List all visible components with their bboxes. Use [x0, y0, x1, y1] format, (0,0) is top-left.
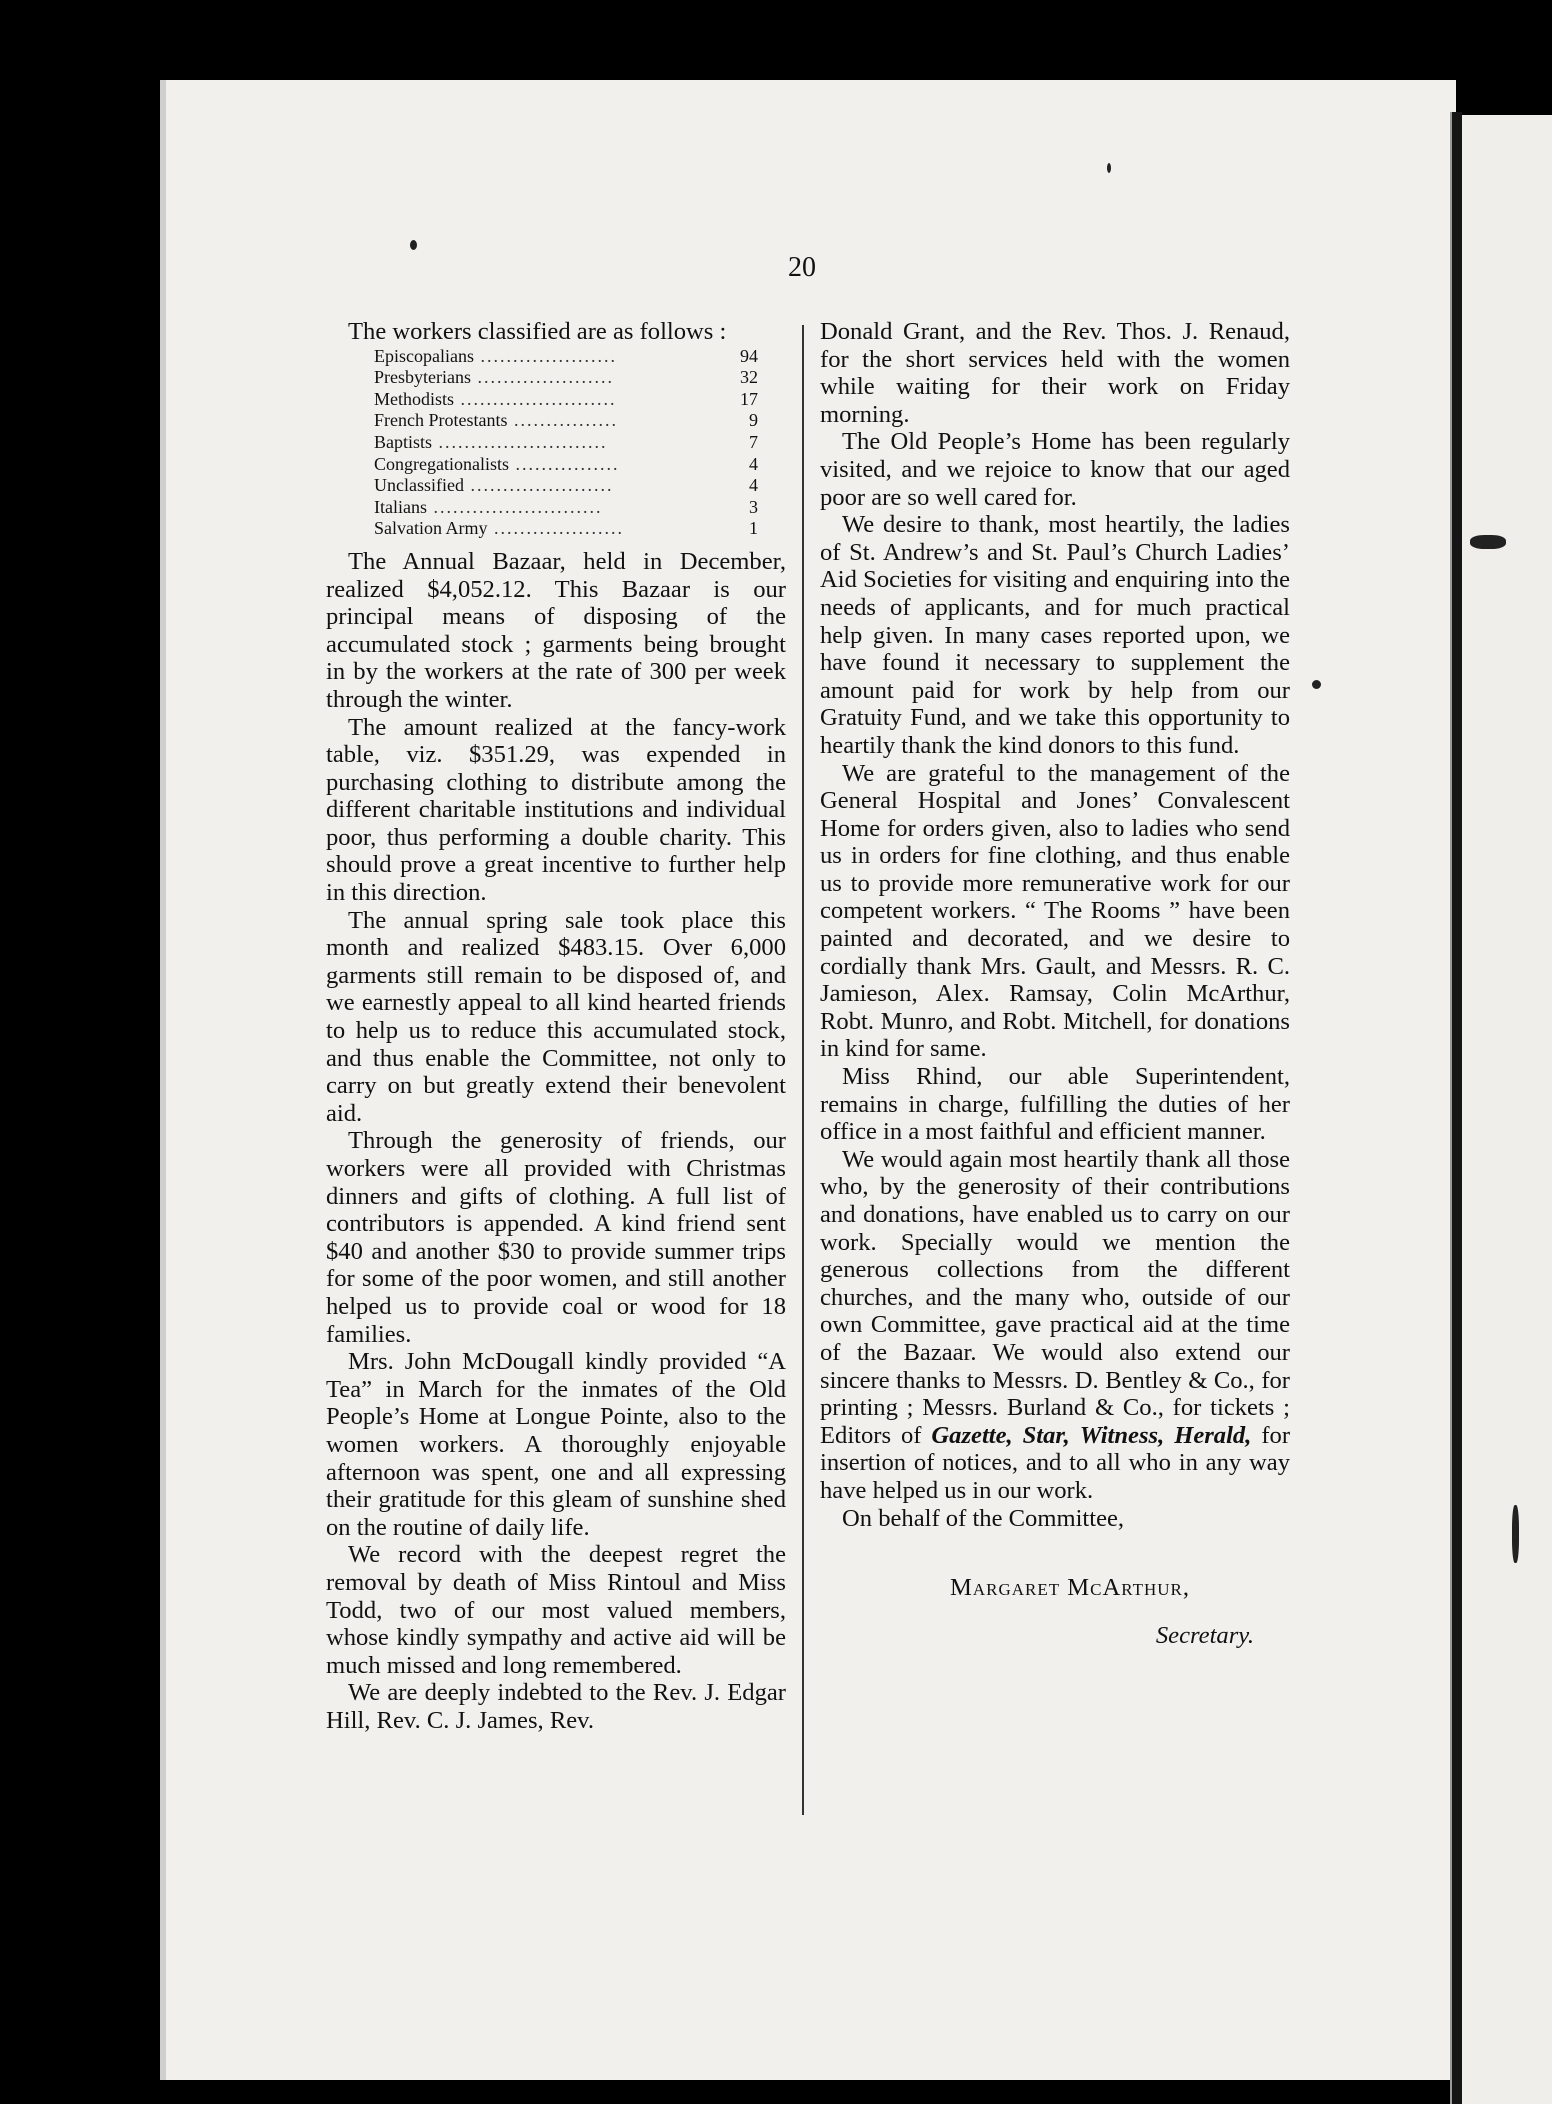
workers-row [374, 432, 758, 454]
body-paragraph: We desire to thank, most heartily, the ladies of St. Andrew’s and St. Paul’s Church Ladies’ Aid Societies for visiting and enquiring into the needs of applicants, and for much practical help given. In many cases reported upon, we have found it necessary to supplement the amount paid for work by help from our Gratuity Fund, and we take this opportunity to heartily thank the kind donors to this fund. [820, 511, 1290, 759]
body-paragraph: The annual spring sale took place this month and realized $483.15. Over 6,000 garments still remain to be disposed of, and we earnestly appeal to all kind hearted friends to help us to reduce this accumulated stock, and thus enable the Committee, not only to carry on but greatly extend their benevolent aid. [326, 906, 786, 1127]
denomination-count: 4 [749, 475, 758, 496]
workers-row [374, 454, 758, 476]
ink-speck [1512, 1505, 1519, 1563]
body-paragraph: The amount realized at the fancy-work table, viz. $351.29, was expended in purchasing clothing to distribute among the different charitable institutions and individual poor, thus performing a double charity. This should prove a great incentive to further help in this direction. [326, 713, 786, 907]
workers-row [374, 410, 758, 432]
body-paragraph: We are grateful to the management of the General Hospital and Jones’ Convalescent Home for orders given, also to ladies who send us in orders for fine clothing, and thus enable us to provide more remunerative work for our competent workers. “ The Rooms ” have been painted and decorated, and we desire to cordially thank Mrs. Gault, and Messrs. R. C. Jamieson, Alex. Ramsay, Colin McArthur, Robt. Munro, and Robt. Mitchell, for donations in kind for same. [820, 759, 1290, 1063]
newspaper-herald: Herald, [1174, 1421, 1252, 1449]
body-paragraph: Through the generosity of friends, our workers were all provided with Christmas dinners and gifts of clothing. A full list of contributors is appended. A kind friend sent $40 and another $30 to provide summer trips for some of the poor women, and still another helped us to provide coal or wood for 18 families. [326, 1127, 786, 1348]
denomination-name: Episcopalians [374, 345, 474, 366]
leader-dots: ...................... [463, 475, 614, 496]
continued-paragraph: Donald Grant, and the Rev. Thos. J. Renaud, for the short services held with the women while waiting for their work on Friday morning. [820, 318, 1290, 428]
denomination-name: Congregationalists [374, 453, 509, 474]
workers-intro: The workers classified are as follows : [348, 318, 727, 345]
body-paragraph: The Annual Bazaar, held in December, realized $4,052.12. This Bazaar is our principal means of disposing of the accumulated stock ; garments being brought in by the workers at the rate of 300 per week through the winter. [326, 547, 786, 713]
denomination-name: Baptists [374, 431, 433, 452]
leader-dots: ..................... [473, 345, 617, 366]
workers-row [374, 346, 758, 368]
leader-dots: .......................... [432, 431, 608, 452]
denomination-count: 94 [740, 345, 758, 366]
body-paragraph: Mrs. John McDougall kindly provided “A Tea” in March for the inmates of the Old People’s Home at Longue Pointe, also to the women workers. A thoroughly enjoyable afternoon was spent, one and all expressing their gratitude for this gleam of sunshine shed on the routine of daily life. [326, 1348, 786, 1541]
body-paragraph: Miss Rhind, our able Superintendent, remains in charge, fulfilling the duties of her office in a most faithful and efficient manner. [820, 1063, 1290, 1146]
column-divider [802, 325, 804, 1815]
body-paragraph: We record with the deepest regret the removal by death of Miss Rintoul and Miss Todd, two of our most valued members, whose kindly sympathy and active aid will be much missed and long remembered. [326, 1541, 786, 1679]
denomination-count: 4 [749, 453, 758, 474]
body-paragraph: We are deeply indebted to the Rev. J. Edgar Hill, Rev. C. J. James, Rev. [326, 1679, 786, 1734]
workers-row [374, 475, 758, 497]
signoff-line: On behalf of the Committee, [842, 1504, 1125, 1532]
ink-speck [410, 240, 417, 250]
workers-row [374, 497, 758, 519]
leader-dots: ................ [507, 410, 618, 431]
ink-speck [1107, 163, 1111, 173]
ink-speck [1470, 535, 1506, 549]
page-edge-shadow [1450, 112, 1462, 2104]
newspaper-witness: Witness, [1079, 1421, 1165, 1449]
leader-dots: ........................ [454, 388, 617, 409]
page-number: 20 [788, 252, 816, 283]
denomination-name: Salvation Army [374, 518, 488, 539]
adjacent-page-strip [1462, 115, 1552, 2104]
leader-dots: ..................... [470, 367, 614, 388]
leader-dots: .......................... [426, 496, 603, 517]
left-paragraphs [326, 548, 786, 1735]
denomination-count: 32 [740, 367, 758, 388]
workers-row [374, 389, 758, 411]
ink-speck [1312, 680, 1321, 689]
denomination-count: 17 [740, 388, 758, 409]
denomination-count: 7 [749, 431, 758, 452]
workers-table [374, 346, 758, 540]
denomination-count: 9 [749, 410, 758, 431]
leader-dots: ................ [508, 453, 620, 474]
left-column [326, 318, 786, 1734]
denomination-count: 3 [749, 496, 758, 517]
thanks-text-part1: We would again most heartily thank all those who, by the generosity of their contributions and donations, have enabled us to carry on our work. Specially would we mention the generous collections from the different churches, and the many who, outside of our own Committee, gave practical aid at the time of the Bazaar. We would also extend our sincere thanks to Messrs. D. Bentley & Co., for printing ; Messrs. Burland & Co., for tickets ; Editors of [820, 1145, 1290, 1449]
signature-title: Secretary. [1155, 1621, 1254, 1649]
workers-row [374, 518, 758, 540]
denomination-name: Presbyterians [374, 367, 471, 388]
newspaper-star: Star, [1022, 1421, 1070, 1449]
body-paragraph: The Old People’s Home has been regularly visited, and we rejoice to know that our aged poor are so well cared for. [820, 428, 1290, 511]
signature-name: Margaret McArthur, [950, 1574, 1191, 1602]
workers-row [374, 367, 758, 389]
denomination-name: Italians [374, 496, 427, 517]
right-column [820, 318, 1290, 1649]
thanks-paragraph [820, 1146, 1290, 1505]
denomination-name: French Protestants [374, 410, 508, 431]
denomination-count: 1 [749, 518, 758, 539]
thanks-text-part2: for insertion of notices, and to all who in any way have helped us in our work. [820, 1421, 1291, 1504]
newspaper-gazette: Gazette, [931, 1421, 1013, 1449]
right-paragraphs [820, 428, 1290, 1145]
leader-dots: .................... [487, 518, 624, 539]
denomination-name: Methodists [374, 388, 455, 409]
denomination-name: Unclassified [374, 475, 464, 496]
